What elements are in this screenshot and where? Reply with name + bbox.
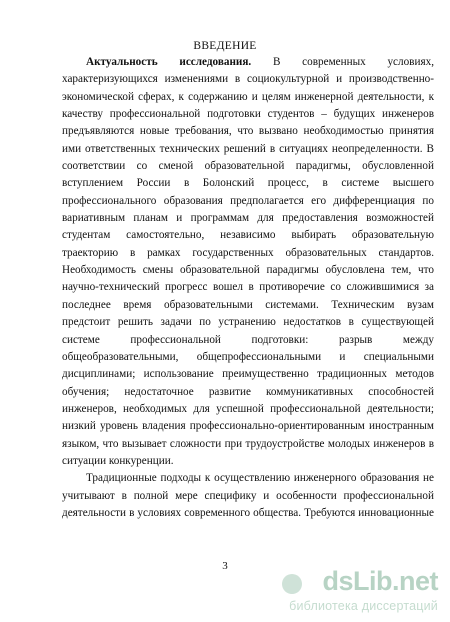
text-line: системе профессиональной подготовки: разрыв между <box>62 333 434 346</box>
bold-lead: Актуальность исследования. <box>86 56 252 68</box>
text-line: профессионального образования предполагается его дифференциация по <box>62 194 434 207</box>
text-line: научно-технический прогресс вошел в противоречие со сложившимися за <box>62 281 434 294</box>
text-line: Традиционные подходы к осуществлению инженерного образования не <box>86 472 434 485</box>
watermark-logo: dsLib.net <box>322 566 438 596</box>
text-line: обучения; недостаточное развитие коммуникативных способностей <box>62 385 434 398</box>
text-line: Необходимость смены образовательной парадигмы обусловлена тем, что <box>62 264 434 277</box>
body-text <box>62 54 434 522</box>
text-line: учитывают в полной мере специфику и особенности профессиональной <box>62 489 434 502</box>
text-line: низкий уровень владения профессионально-ориентированным иностранным <box>62 420 434 433</box>
text-line: предстоит решить задачи по устранению недостатков в существующей <box>62 316 434 329</box>
watermark-subtitle: библиотека диссертаций <box>289 599 438 613</box>
text-line: вступлением России в Болонский процесс, в системе высшего <box>62 177 434 190</box>
text-line: деятельности в условиях современного общества. Требуются инновационные <box>62 506 434 519</box>
watermark <box>278 566 444 616</box>
text-line: ситуации конкуренции. <box>62 454 174 467</box>
text-line: языком, что вызывает сложности при трудоустройстве молодых инженеров в <box>62 437 434 450</box>
text-line: соответствии со сменой образовательной парадигмы, обусловленной <box>62 160 434 173</box>
text-line: дисциплинами; использование преимущественно традиционных методов <box>62 368 434 381</box>
dslib-logo-icon <box>282 574 302 594</box>
text-line: студентам самостоятельно, независимо выбирать образовательную <box>62 229 434 242</box>
text-line: последнее время образовательными системами. Техническим вузам <box>62 298 434 311</box>
text-line-rest: В современных условиях, <box>272 56 434 68</box>
text-line: экономической сферах, к содержанию и целям инженерной деятельности, к <box>62 90 434 103</box>
section-heading: ВВЕДЕНИЕ <box>193 40 257 52</box>
text-line: предъявляются новые требования, что вызвано необходимостью принятия <box>62 125 434 138</box>
text-line: траекторию в рамках государственных образовательных стандартов. <box>62 246 434 259</box>
text-line: характеризующихся изменениями в социокультурной и производственно- <box>62 73 434 86</box>
text-line <box>62 54 434 71</box>
text-line: ими ответственных технических решений в ситуациях неопределенности. В <box>62 142 434 155</box>
text-line: вариативным планам и программам для предоставления возможностей <box>62 212 434 225</box>
text-line: качеству профессиональной подготовки студентов – будущих инженеров <box>62 108 434 121</box>
text-line: инженеров, необходимых для успешной профессиональной деятельности; <box>62 402 434 415</box>
text-line: общеобразовательными, общепрофессиональными и специальными <box>62 350 434 363</box>
page-number: 3 <box>222 560 228 572</box>
